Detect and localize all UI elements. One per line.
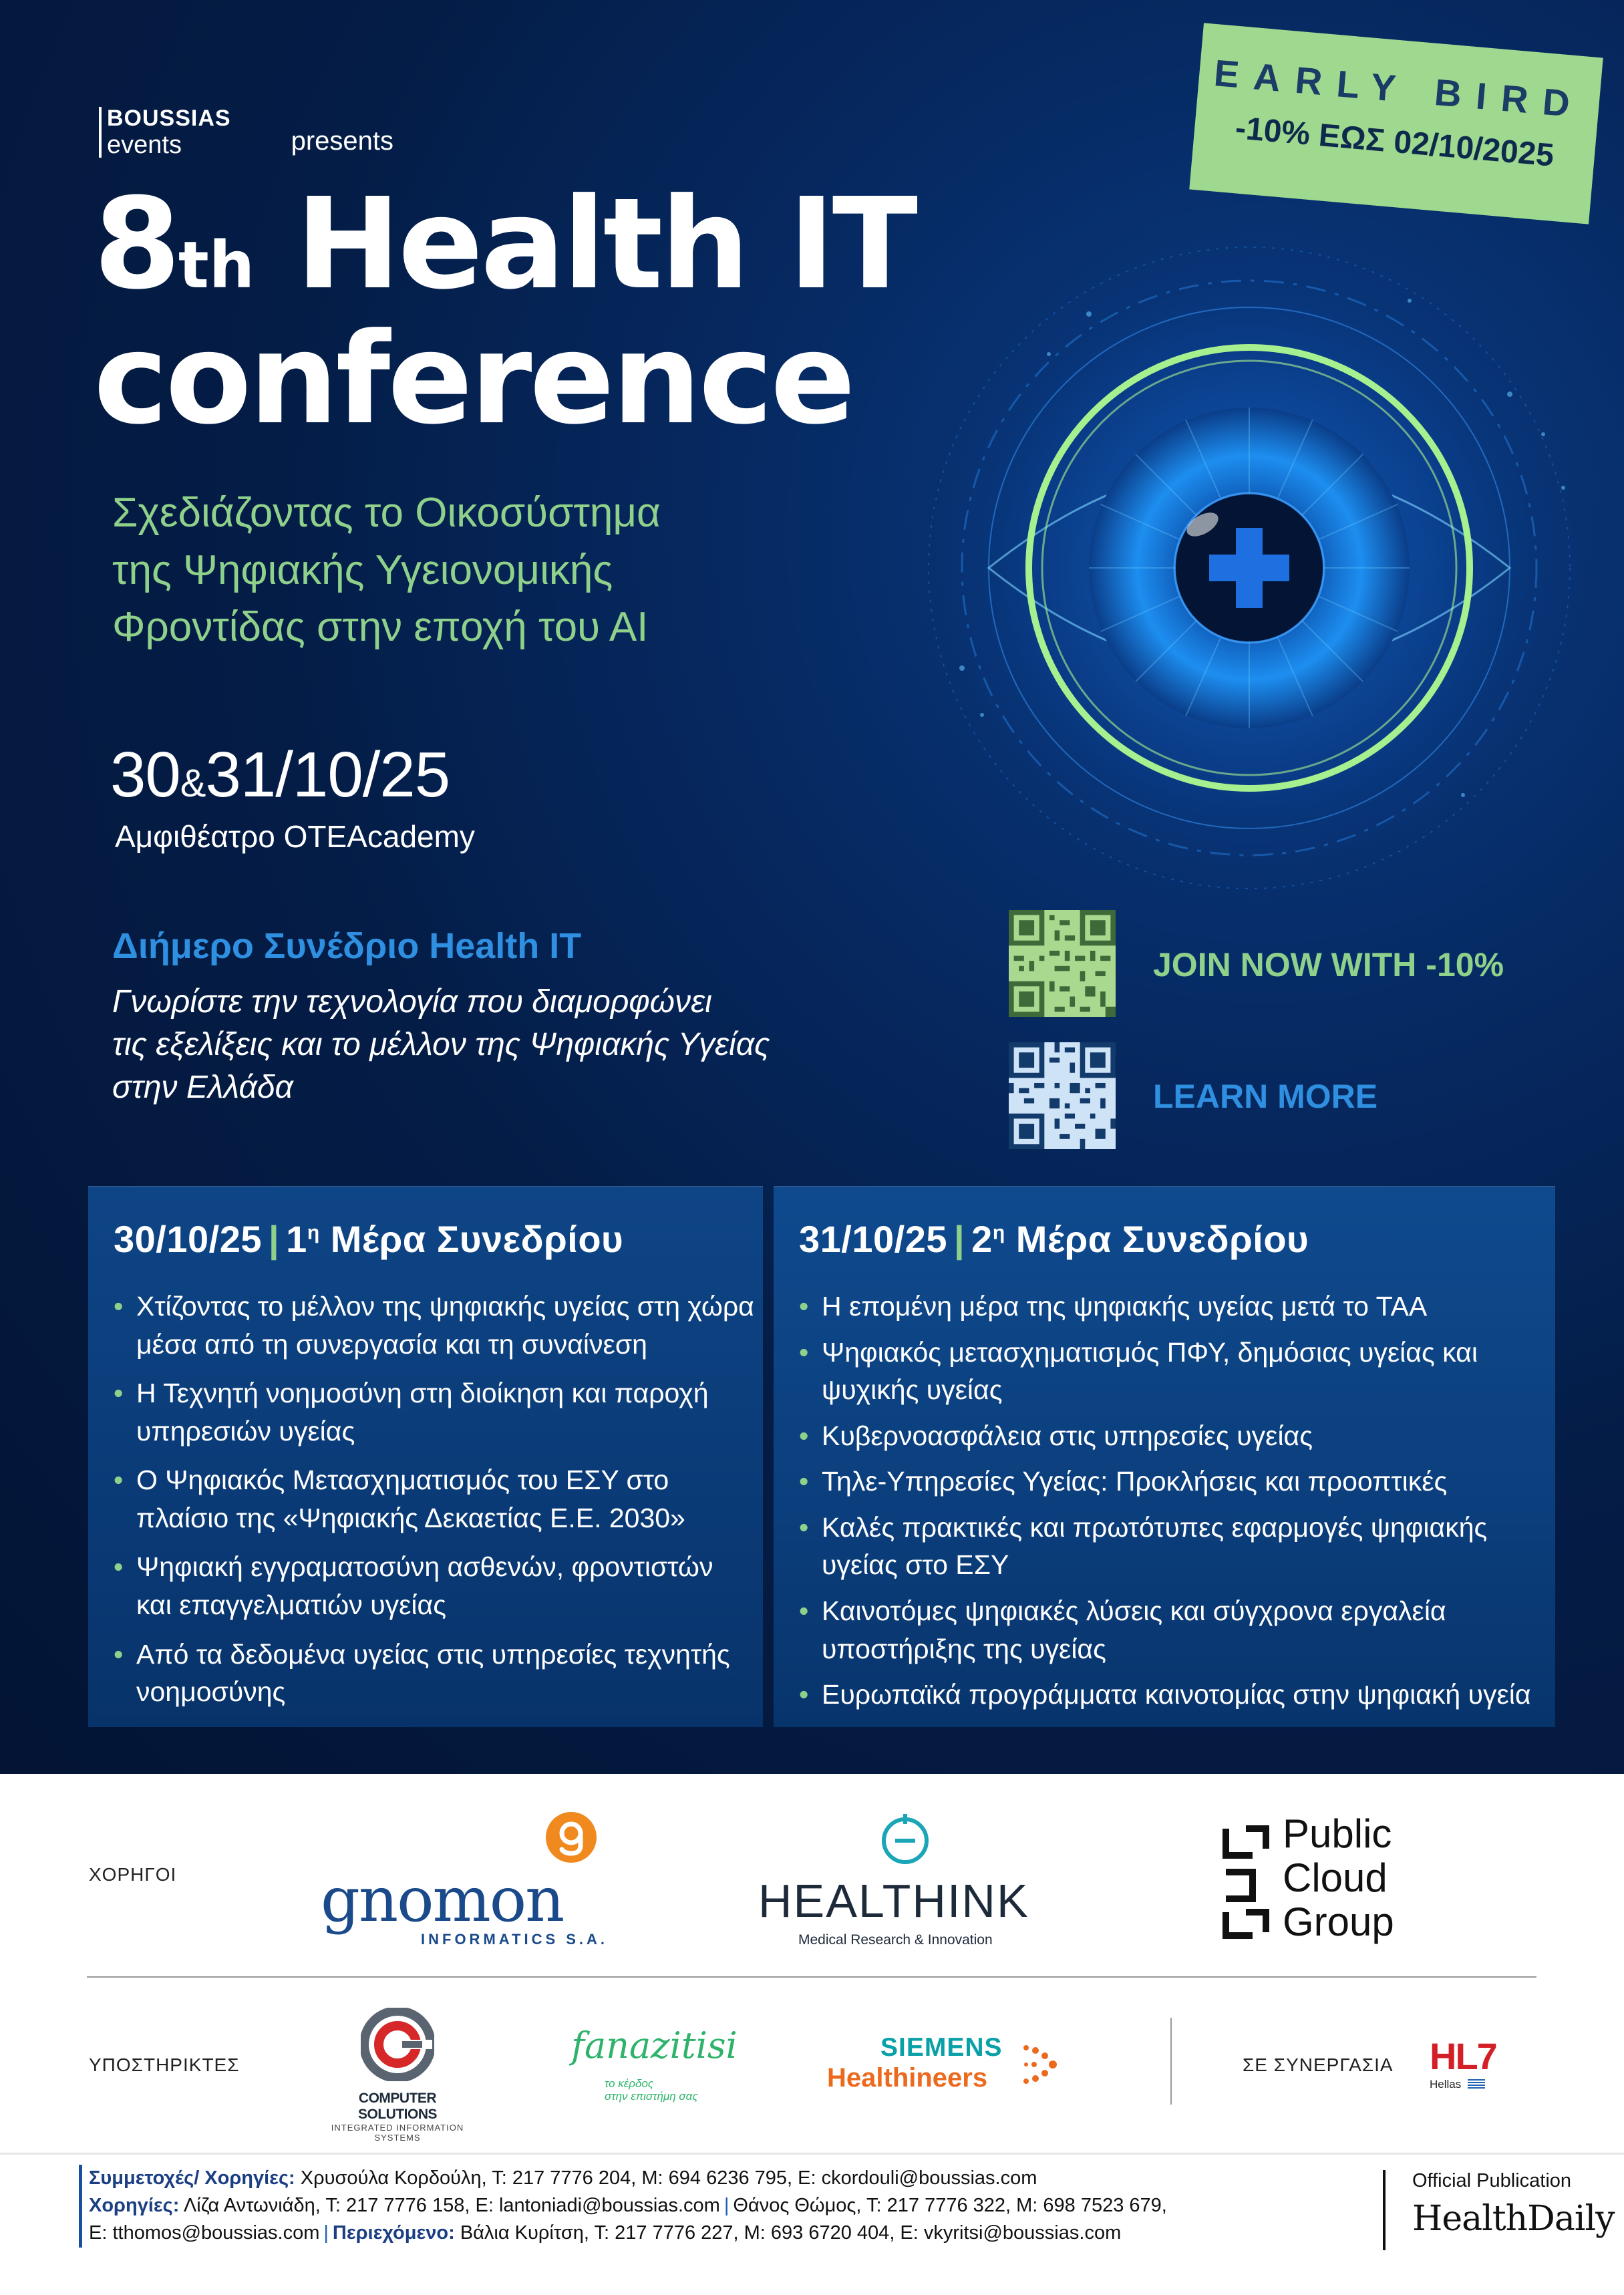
list-item: • Η επομένη μέρα της ψηφιακής υγείας μετά το ΤΑΑ (799, 1287, 1547, 1326)
contact-line (89, 2220, 1368, 2247)
intro-line: Γνωρίστε την τεχνολογία που διαμορφώνει (112, 984, 712, 1020)
contact-text: Λίζα Αντωνιάδη, Τ: 217 7776 158, Ε: lantoniadi@boussias.com (183, 2195, 720, 2217)
early-bird-title: EARLY BIRD (1212, 51, 1587, 126)
presents-text: presents (291, 126, 394, 156)
date-ampersand: & (180, 762, 206, 805)
boussias-events-logo (99, 107, 393, 158)
day2-separator: | (953, 1218, 965, 1260)
computer-solutions-subtitle: INTEGRATED INFORMATION SYSTEMS (331, 2123, 464, 2143)
list-item: • Ψηφιακή εγγραματοσύνη ασθενών, φροντιστών και επαγγελματιών υγείας (114, 1548, 755, 1624)
day2-heading (799, 1217, 1309, 1261)
list-item: • Ο Ψηφιακός Μετασχηματισμός του ΕΣΥ στο πλαίσιο της «Ψηφιακής Δεκαετίας Ε.Ε. 2030» (114, 1461, 755, 1537)
contact-text: Βάλια Κυρίτση, Τ: 217 7776 227, Μ: 693 6720 404, Ε: vkyritsi@boussias.com (460, 2222, 1122, 2244)
day2-date: 31/10/25 (799, 1218, 947, 1260)
day2-label: Μέρα Συνεδρίου (1015, 1218, 1309, 1260)
gnomon-subtitle: INFORMATICS S.A. (421, 1931, 609, 1948)
list-item: • Ψηφιακός μετασχηματισμός ΠΦΥ, δημόσιας υγείας και ψυχικής υγείας (799, 1334, 1547, 1409)
event-venue: Αμφιθέατρο OTEAcademy (115, 819, 475, 854)
contact-text: Θάνος Θώμος, Τ: 217 7776 322, Μ: 698 7523 679, (733, 2195, 1167, 2217)
gnomon-name: gnomon (321, 1864, 564, 1936)
healthdaily-logo: HealthDaily (1412, 2199, 1615, 2239)
intro-text (112, 981, 941, 1108)
computer-solutions-logo (321, 2008, 474, 2143)
title-ordinal-number: 8 (94, 171, 178, 317)
contact-label: Περιεχόμενο: (332, 2222, 455, 2244)
healthink-name: HEALTHINK (758, 1875, 1029, 1927)
day2-superscript: η (992, 1221, 1005, 1244)
healthineers-dots-icon (1021, 2041, 1061, 2088)
partnership-label: ΣΕ ΣΥΝΕΡΓΑΣΙΑ (1243, 2054, 1394, 2075)
contact-separator: | (723, 2195, 729, 2217)
intro-line: στην Ελλάδα (112, 1069, 293, 1105)
brand-name: BOUSSIAS (107, 106, 231, 131)
list-item: • Καλές πρακτικές και πρωτότυπες εφαρμογές ψηφιακής υγείας στο ΕΣΥ (799, 1509, 1547, 1584)
siemens-name: SIEMENS (880, 2033, 1003, 2062)
day1-label: Μέρα Συνεδρίου (330, 1218, 624, 1260)
healthink-subtitle: Medical Research & Innovation (798, 1932, 993, 1948)
fanazitisi-tagline-line: το κέρδος (605, 2077, 654, 2090)
contact-text: Χρυσούλα Κορδούλη, Τ: 217 7776 204, Μ: 694 6236 795, Ε: ckordouli@boussias.com (300, 2167, 1037, 2189)
contact-line (89, 2192, 1368, 2220)
brand-events: events (107, 131, 182, 159)
fanazitisi-tagline (605, 2078, 698, 2103)
gnomon-g-icon (544, 1811, 598, 1864)
sponsors-divider (87, 1976, 1536, 1978)
computer-solutions-icon (361, 2008, 434, 2081)
healthineers-name: Healthineers (827, 2063, 988, 2093)
digital-eye-illustration (888, 207, 1610, 929)
list-item: • Ευρωπαϊκά προγράμματα καινοτομίας στην ψηφιακή υγεία (799, 1676, 1547, 1714)
pcg-line3: Group (1283, 1899, 1394, 1944)
contact-line (89, 2165, 1368, 2192)
contact-text: Ε: tthomos@boussias.com (89, 2222, 320, 2244)
list-item: • Χτίζοντας το μέλλον της ψηφιακής υγείας στη χώρα μέσα από τη συνεργασία και τη συναίνεση (114, 1287, 755, 1363)
day1-superscript: η (307, 1221, 320, 1244)
subtitle-line: Σχεδιάζοντας το Οικοσύστημα (112, 490, 661, 536)
gnomon-logo (321, 1811, 615, 1948)
day1-topics (114, 1287, 755, 1722)
conference-subtitle (112, 484, 914, 656)
contact-separator: | (323, 2222, 329, 2244)
list-item: • Τηλε-Υπηρεσίες Υγείας: Προκλήσεις και προοπτικές (799, 1463, 1547, 1501)
healthink-icon (875, 1811, 935, 1871)
public-cloud-group-logo (1216, 1812, 1496, 1952)
contact-label: Χορηγίες: (89, 2195, 180, 2217)
day1-panel (88, 1186, 763, 1727)
day1-heading (114, 1217, 623, 1261)
join-qr-code[interactable] (1009, 910, 1116, 1017)
early-bird-badge (1189, 23, 1603, 224)
list-item: • Από τα δεδομένα υγείας στις υπηρεσίες τεχνητής νοημοσύνης (114, 1636, 755, 1711)
partnership-divider (1170, 2018, 1172, 2105)
fanazitisi-tagline-line: στην επιστήμη σας (605, 2089, 698, 2103)
intro-line: τις εξελίξεις και το μέλλον της Ψηφιακής Υγείας (112, 1026, 770, 1062)
subtitle-line: της Ψηφιακής Υγειονομικής (112, 547, 613, 593)
hl7-name: HL7 (1430, 2035, 1496, 2077)
greek-flag-icon (1468, 2079, 1485, 2090)
learn-more-link[interactable]: LEARN MORE (1153, 1078, 1378, 1115)
pcg-line2: Cloud (1283, 1855, 1388, 1900)
day1-number: 1 (286, 1218, 307, 1260)
sponsors-label: ΧΟΡΗΓΟΙ (89, 1864, 177, 1885)
date-day1: 30 (110, 739, 180, 810)
title-ordinal-suffix: th (178, 228, 255, 303)
contact-label: Συμμετοχές/ Χορηγίες: (89, 2167, 295, 2189)
list-item: • Κυβερνοασφάλεια στις υπηρεσίες υγείας (799, 1417, 1547, 1455)
list-item: • Καινοτόμες ψηφιακές λύσεις και σύγχρονα εργαλεία υποστήριξης της υγείας (799, 1592, 1547, 1668)
official-publication-label: Official Publication (1412, 2170, 1572, 2191)
learn-more-qr-code[interactable] (1009, 1042, 1116, 1149)
join-now-link[interactable]: JOIN NOW WITH -10% (1153, 946, 1504, 983)
official-publication (1383, 2170, 1614, 2250)
conference-title (94, 171, 915, 452)
hl7-subtitle: Hellas (1430, 2078, 1462, 2091)
day2-panel (774, 1186, 1555, 1727)
day1-separator: | (268, 1218, 280, 1260)
day1-date: 30/10/25 (114, 1218, 262, 1260)
hl7-hellas-logo (1430, 2034, 1510, 2095)
fanazitisi-name: fanazitisi (571, 2024, 738, 2067)
list-item: • Η Τεχνητή νοημοσύνη στη διοίκηση και παροχή υπηρεσιών υγείας (114, 1374, 755, 1450)
date-day2: 31/10/25 (205, 739, 450, 810)
pcg-line1: Public (1283, 1811, 1392, 1856)
day2-number: 2 (971, 1218, 993, 1260)
pcg-icon (1216, 1819, 1289, 1939)
contact-info (79, 2165, 1368, 2248)
subtitle-line: Φροντίδας στην εποχή του ΑΙ (112, 604, 649, 651)
title-line2: conference (94, 306, 853, 452)
title-line1: Health IT (295, 171, 915, 317)
two-day-title: Διήμερο Συνέδριο Health IT (112, 926, 582, 966)
supporters-label: ΥΠΟΣΤΗΡΙΚΤΕΣ (89, 2054, 240, 2075)
healthink-logo (758, 1811, 1059, 1948)
event-dates (110, 738, 450, 812)
day2-topics (799, 1287, 1547, 1722)
fanazitisi-logo (571, 2024, 738, 2105)
early-bird-offer: -10% ΕΩΣ 02/10/2025 (1234, 110, 1556, 174)
siemens-healthineers-logo (827, 2033, 1054, 2100)
computer-solutions-name: COMPUTER SOLUTIONS (357, 2091, 437, 2122)
